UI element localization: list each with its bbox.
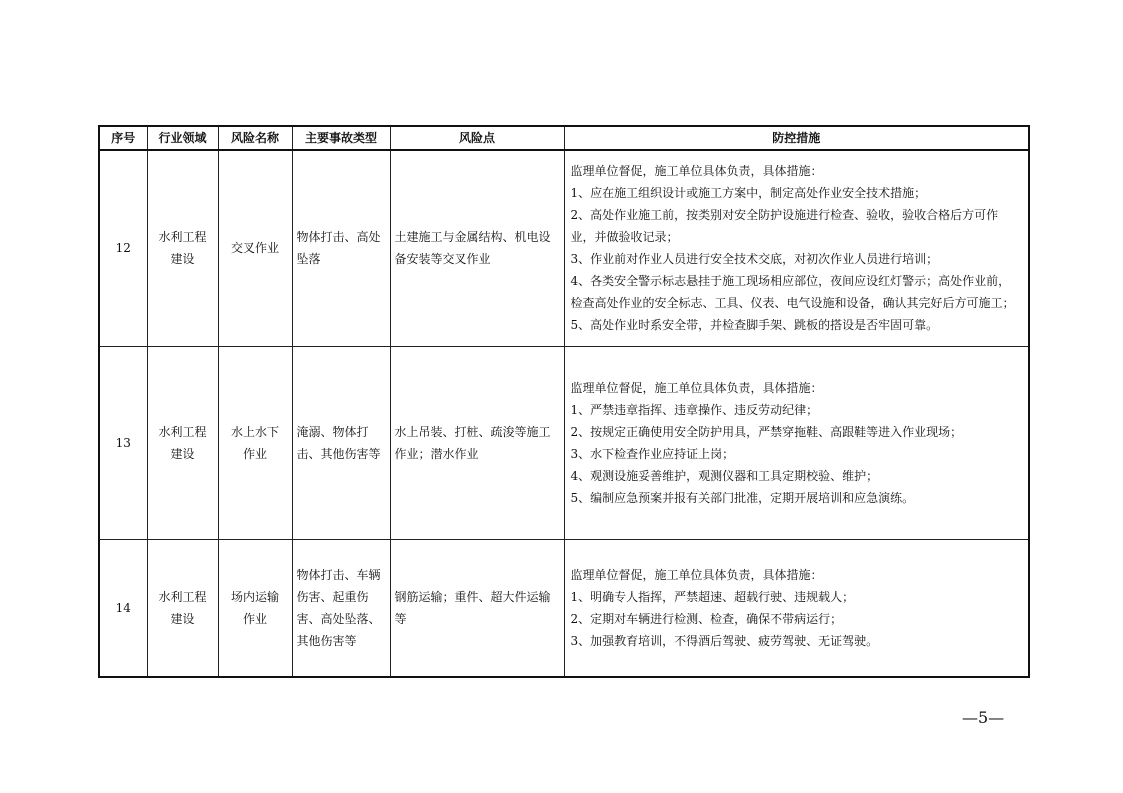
table-row — [99, 346, 1029, 539]
cell-risk-point — [390, 539, 564, 677]
cell-industry — [147, 539, 218, 677]
measure-line: 3、加强教育培训，不得酒后驾驶、疲劳驾驶、无证驾驶。 — [570, 633, 879, 648]
cell-risk-name — [218, 539, 292, 677]
risk-name-line: 水上水下 — [230, 424, 279, 439]
accident-type-text: 物体打击、高处坠落 — [296, 230, 381, 267]
header-accident-type: 主要事故类型 — [292, 126, 390, 150]
measure-line: 监理单位督促，施工单位具体负责，具体措施： — [570, 567, 823, 582]
industry-line: 水利工程 — [158, 230, 207, 245]
risk-control-table — [98, 125, 1030, 678]
cell-risk-name — [218, 346, 292, 539]
cell-accident-type — [292, 346, 390, 539]
cell-risk-point — [390, 346, 564, 539]
measure-line: 1、明确专人指挥，严禁超速、超载行驶、违规载人； — [570, 589, 855, 604]
cell-risk-name — [218, 150, 292, 346]
risk-point-text: 钢筋运输；重件、超大件运输等 — [394, 589, 551, 626]
measure-line: 2、按规定正确使用安全防护用具，严禁穿拖鞋、高跟鞋等进入作业现场； — [570, 424, 963, 439]
measure-line: 3、水下检查作业应持证上岗； — [570, 446, 735, 461]
measure-line: 监理单位督促，施工单位具体负责，具体措施： — [570, 164, 823, 179]
measure-line: 1、应在施工组织设计或施工方案中，制定高处作业安全技术措施； — [570, 186, 927, 201]
measure-line: 5、编制应急预案并报有关部门批准，定期开展培训和应急演练。 — [570, 490, 915, 505]
industry-line: 水利工程 — [158, 424, 207, 439]
measure-line: 2、高处作业施工前，按类别对安全防护设施进行检查、验收，验收合格后方可作业，并做验收记录； — [570, 208, 999, 245]
measure-line: 监理单位督促，施工单位具体负责，具体措施： — [570, 380, 823, 395]
risk-point-text: 水上吊装、打桩、疏浚等施工作业；潜水作业 — [394, 424, 551, 461]
measure-line: 2、定期对车辆进行检测、检查，确保不带病运行； — [570, 611, 843, 626]
header-seq: 序号 — [99, 126, 147, 150]
cell-risk-point — [390, 150, 564, 346]
risk-name-line: 交叉作业 — [230, 241, 279, 256]
measure-line: 4、各类安全警示标志悬挂于施工现场相应部位，夜间应设红灯警示；高处作业前，检查高处作业的安全标志、工具、仪表、电气设施和设备，确认其完好后方可施工； — [570, 274, 1015, 311]
cell-seq: 13 — [99, 346, 147, 539]
table-row — [99, 150, 1029, 346]
cell-measures — [564, 346, 1029, 539]
page-number: —5— — [962, 708, 1005, 727]
cell-accident-type — [292, 150, 390, 346]
header-risk-point: 风险点 — [390, 126, 564, 150]
risk-point-text: 土建施工与金属结构、机电设备安装等交叉作业 — [394, 230, 551, 267]
header-risk-name: 风险名称 — [218, 126, 292, 150]
table-row — [99, 539, 1029, 677]
industry-line: 建设 — [170, 446, 195, 461]
measure-line: 5、高处作业时系安全带，并检查脚手架、跳板的搭设是否牢固可靠。 — [570, 318, 939, 333]
industry-line: 建设 — [170, 252, 195, 267]
cell-seq: 12 — [99, 150, 147, 346]
cell-seq: 14 — [99, 539, 147, 677]
header-industry: 行业领域 — [147, 126, 218, 150]
cell-industry — [147, 346, 218, 539]
cell-measures — [564, 150, 1029, 346]
cell-accident-type — [292, 539, 390, 677]
risk-name-line: 作业 — [242, 611, 267, 626]
table-header-row — [99, 126, 1029, 150]
cell-measures — [564, 539, 1029, 677]
measure-line: 4、观测设施妥善维护，观测仪器和工具定期校验、维护； — [570, 468, 879, 483]
header-measures: 防控措施 — [564, 126, 1029, 150]
risk-name-line: 场内运输 — [230, 589, 279, 604]
industry-line: 建设 — [170, 611, 195, 626]
cell-industry — [147, 150, 218, 346]
risk-name-line: 作业 — [242, 446, 267, 461]
measure-line: 1、严禁违章指挥、违章操作、违反劳动纪律； — [570, 402, 819, 417]
measure-line: 3、作业前对作业人员进行安全技术交底，对初次作业人员进行培训； — [570, 252, 939, 267]
accident-type-text: 物体打击、车辆伤害、起重伤害、高处坠落、其他伤害等 — [296, 567, 381, 648]
industry-line: 水利工程 — [158, 589, 207, 604]
accident-type-text: 淹溺、物体打击、其他伤害等 — [296, 424, 381, 461]
